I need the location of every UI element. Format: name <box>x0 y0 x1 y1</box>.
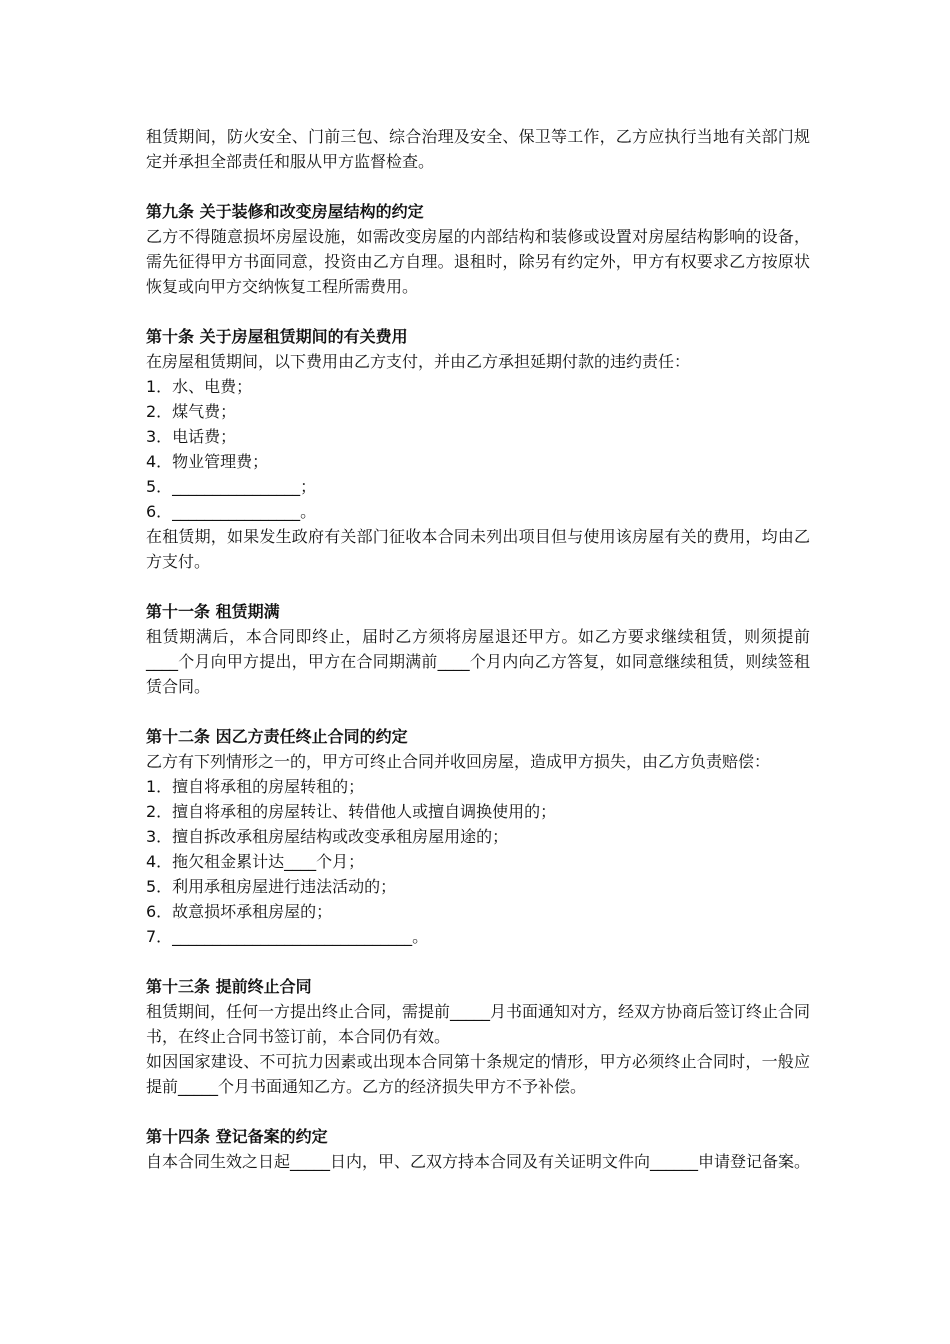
article-10-tail: 在租赁期，如果发生政府有关部门征收本合同未列出项目但与使用该房屋有关的费用，均由乙方支付。 <box>146 527 810 571</box>
article-12 <box>146 724 810 949</box>
article-9-body: 乙方不得随意损坏房屋设施，如需改变房屋的内部结构和装修或设置对房屋结构影响的设备，需先征得甲方书面同意，投资由乙方自理。退租时，除另有约定外，甲方有权要求乙方按原状恢复或向甲方交纳恢复工程所需费用。 <box>146 227 810 296</box>
article-13 <box>146 974 810 1099</box>
article-12-item-3: 3．擅自拆改承租房屋结构或改变承租房屋用途的； <box>146 827 509 846</box>
article-12-item-4: 4．拖欠租金累计达____个月； <box>146 852 365 871</box>
article-13-body-1: 租赁期间，任何一方提出终止合同，需提前_____月书面通知对方，经双方协商后签订终止合同书，在终止合同书签订前，本合同仍有效。 <box>146 1002 811 1046</box>
article-9 <box>146 199 810 299</box>
article-10-item-6: 6．________________。 <box>146 502 317 521</box>
article-10-title: 第十条 关于房屋租赁期间的有关费用 <box>146 327 408 346</box>
article-12-item-1: 1．擅自将承租的房屋转租的； <box>146 777 365 796</box>
article-10-item-3: 3．电话费； <box>146 427 237 446</box>
intro-paragraph: 租赁期间，防火安全、门前三包、综合治理及安全、保卫等工作，乙方应执行当地有关部门规定并承担全部责任和服从甲方监督检查。 <box>146 127 810 171</box>
article-11 <box>146 599 810 699</box>
article-12-item-2: 2．擅自将承租的房屋转让、转借他人或擅自调换使用的； <box>146 802 557 821</box>
document-page <box>146 124 810 1174</box>
article-14 <box>146 1124 810 1174</box>
article-10-item-2: 2．煤气费； <box>146 402 237 421</box>
article-10-item-1: 1．水、电费； <box>146 377 253 396</box>
article-13-body-2: 如因国家建设、不可抗力因素或出现本合同第十条规定的情形，甲方必须终止合同时，一般应提前_____个月书面通知乙方。乙方的经济损失甲方不予补偿。 <box>146 1052 810 1096</box>
article-10-item-4: 4．物业管理费； <box>146 452 269 471</box>
article-14-body: 自本合同生效之日起_____日内，甲、乙双方持本合同及有关证明文件向______申请登记备案。 <box>146 1152 811 1171</box>
article-10 <box>146 324 810 574</box>
article-11-title: 第十一条 租赁期满 <box>146 602 280 621</box>
article-12-lead: 乙方有下列情形之一的，甲方可终止合同并收回房屋，造成甲方损失，由乙方负责赔偿： <box>146 752 771 771</box>
article-11-body: 租赁期满后，本合同即终止，届时乙方须将房屋退还甲方。如乙方要求继续租赁，则须提前____个月向甲方提出，甲方在合同期满前____个月内向乙方答复，如同意继续租赁，则续签租赁合同。 <box>146 627 810 696</box>
article-12-item-5: 5．利用承租房屋进行违法活动的； <box>146 877 397 896</box>
article-9-title: 第九条 关于装修和改变房屋结构的约定 <box>146 202 424 221</box>
article-10-item-5: 5．________________； <box>146 477 317 496</box>
article-12-item-6: 6．故意损坏承租房屋的； <box>146 902 333 921</box>
article-10-lead: 在房屋租赁期间，以下费用由乙方支付，并由乙方承担延期付款的违约责任： <box>146 352 691 371</box>
article-13-title: 第十三条 提前终止合同 <box>146 977 312 996</box>
article-12-item-7: 7．______________________________。 <box>146 927 429 946</box>
article-12-title: 第十二条 因乙方责任终止合同的约定 <box>146 727 408 746</box>
article-14-title: 第十四条 登记备案的约定 <box>146 1127 328 1146</box>
intro-section <box>146 124 810 174</box>
